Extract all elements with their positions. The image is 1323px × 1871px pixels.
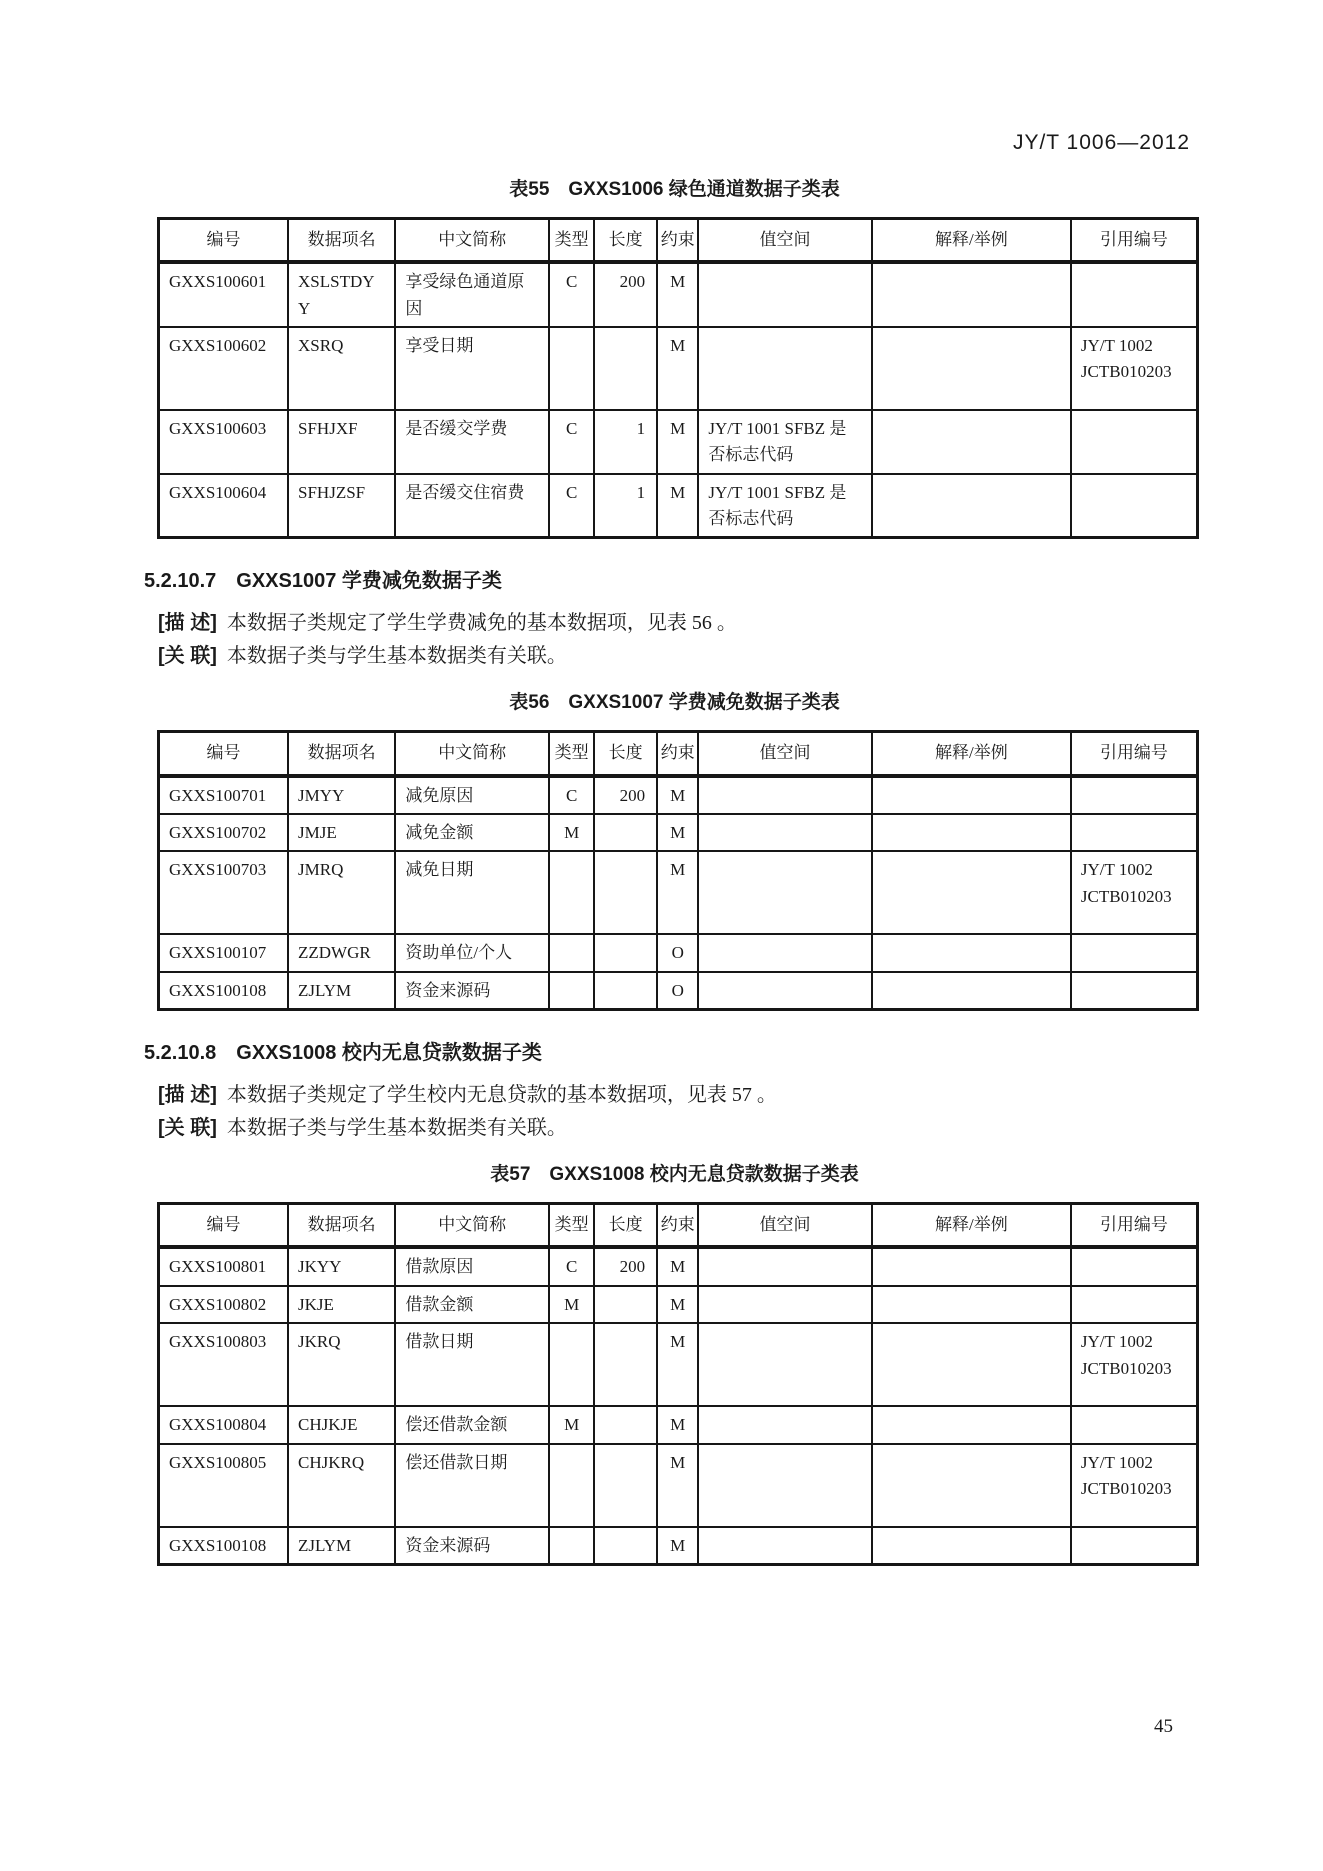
table-cell: JMRQ bbox=[288, 851, 395, 934]
table-cell: ZZDWGR bbox=[288, 934, 395, 971]
table-cell bbox=[872, 776, 1071, 814]
table-row bbox=[159, 410, 1198, 474]
table-cell bbox=[872, 1406, 1071, 1443]
table-cell: M bbox=[657, 1527, 698, 1565]
table-cell: GXXS100604 bbox=[159, 474, 289, 538]
description-text: 本数据子类规定了学生学费减免的基本数据项，见表 56 。 bbox=[226, 612, 737, 635]
table-cell bbox=[549, 1527, 594, 1565]
table-cell: GXXS100703 bbox=[159, 851, 289, 934]
table56 bbox=[157, 730, 1199, 1011]
table-cell bbox=[594, 1527, 657, 1565]
column-header: 编号 bbox=[159, 219, 289, 263]
table-cell: XSLSTDYY bbox=[288, 262, 395, 327]
table-header-row bbox=[159, 219, 1198, 263]
table-cell bbox=[698, 1444, 871, 1527]
table-cell: GXXS100804 bbox=[159, 1406, 289, 1443]
table-cell bbox=[872, 1286, 1071, 1323]
table-cell: GXXS100107 bbox=[159, 934, 289, 971]
page-number: 45 bbox=[1154, 1716, 1173, 1737]
table-cell bbox=[872, 262, 1071, 327]
table-row bbox=[159, 474, 1198, 538]
table-cell bbox=[698, 1286, 871, 1323]
table-cell: C bbox=[549, 410, 594, 474]
table-cell bbox=[1071, 1527, 1198, 1565]
table-cell bbox=[594, 814, 657, 851]
column-header: 值空间 bbox=[698, 732, 871, 776]
relation-label: [关 联] bbox=[158, 645, 217, 668]
relation-text: 本数据子类与学生基本数据类有关联。 bbox=[226, 645, 567, 668]
table-cell bbox=[594, 327, 657, 410]
table-header-row bbox=[159, 1204, 1198, 1248]
table-cell: ZJLYM bbox=[288, 972, 395, 1010]
table-cell: JMYY bbox=[288, 776, 395, 814]
column-header: 约束 bbox=[657, 219, 698, 263]
table-cell bbox=[594, 1406, 657, 1443]
column-header: 数据项名 bbox=[288, 732, 395, 776]
relation-paragraph bbox=[150, 643, 1199, 669]
table-row bbox=[159, 262, 1198, 327]
table-cell: 借款金额 bbox=[395, 1286, 549, 1323]
table-cell: C bbox=[549, 776, 594, 814]
table-cell bbox=[698, 1406, 871, 1443]
table-cell: M bbox=[657, 410, 698, 474]
table-cell bbox=[872, 814, 1071, 851]
table-cell: M bbox=[657, 1247, 698, 1285]
table-cell: 是否缓交学费 bbox=[395, 410, 549, 474]
table-row bbox=[159, 1406, 1198, 1443]
table-cell bbox=[698, 327, 871, 410]
table-cell bbox=[872, 1444, 1071, 1527]
table-cell bbox=[1071, 262, 1198, 327]
table-cell: 资金来源码 bbox=[395, 1527, 549, 1565]
table-cell bbox=[549, 851, 594, 934]
column-header: 值空间 bbox=[698, 1204, 871, 1248]
table-cell: 享受绿色通道原因 bbox=[395, 262, 549, 327]
column-header: 数据项名 bbox=[288, 219, 395, 263]
relation-paragraph bbox=[150, 1115, 1199, 1141]
column-header: 值空间 bbox=[698, 219, 871, 263]
description-label: [描 述] bbox=[158, 1084, 217, 1107]
table-row bbox=[159, 814, 1198, 851]
column-header: 类型 bbox=[549, 732, 594, 776]
column-header: 解释/举例 bbox=[872, 1204, 1071, 1248]
table-cell bbox=[698, 814, 871, 851]
table-cell: GXXS100801 bbox=[159, 1247, 289, 1285]
table-cell bbox=[698, 262, 871, 327]
description-label: [描 述] bbox=[158, 612, 217, 635]
table-cell: JY/T 1002 JCTB010203 bbox=[1071, 1323, 1198, 1406]
column-header: 长度 bbox=[594, 1204, 657, 1248]
table55 bbox=[157, 217, 1199, 539]
table-cell: C bbox=[549, 1247, 594, 1285]
column-header: 类型 bbox=[549, 1204, 594, 1248]
table-cell bbox=[549, 934, 594, 971]
table-cell bbox=[1071, 934, 1198, 971]
table-cell: JY/T 1001 SFBZ 是否标志代码 bbox=[698, 474, 871, 538]
table-cell bbox=[594, 1323, 657, 1406]
table-cell bbox=[872, 1527, 1071, 1565]
table-cell bbox=[698, 1527, 871, 1565]
column-header: 编号 bbox=[159, 1204, 289, 1248]
table-cell bbox=[1071, 474, 1198, 538]
table-cell: 200 bbox=[594, 776, 657, 814]
table-cell: JKRQ bbox=[288, 1323, 395, 1406]
table-cell: M bbox=[549, 814, 594, 851]
table-cell: CHJKJE bbox=[288, 1406, 395, 1443]
table-cell bbox=[1071, 814, 1198, 851]
table-cell: JY/T 1002 JCTB010203 bbox=[1071, 851, 1198, 934]
table-cell bbox=[1071, 1286, 1198, 1323]
table-cell bbox=[872, 851, 1071, 934]
table-cell: GXXS100108 bbox=[159, 1527, 289, 1565]
table-cell: 偿还借款金额 bbox=[395, 1406, 549, 1443]
table-row bbox=[159, 851, 1198, 934]
table-cell: JY/T 1002 JCTB010203 bbox=[1071, 1444, 1198, 1527]
column-header: 数据项名 bbox=[288, 1204, 395, 1248]
table-header-row bbox=[159, 732, 1198, 776]
table-cell: JKYY bbox=[288, 1247, 395, 1285]
description-paragraph bbox=[150, 610, 1199, 636]
table-cell: GXXS100108 bbox=[159, 972, 289, 1010]
table-cell: SFHJXF bbox=[288, 410, 395, 474]
table-cell: 200 bbox=[594, 1247, 657, 1285]
table-row bbox=[159, 1247, 1198, 1285]
section-heading-5-2-10-8: 5.2.10.8 GXXS1008 校内无息贷款数据子类 bbox=[144, 1042, 542, 1065]
description-text: 本数据子类规定了学生校内无息贷款的基本数据项，见表 57 。 bbox=[226, 1084, 777, 1107]
column-header: 引用编号 bbox=[1071, 1204, 1198, 1248]
table-cell bbox=[1071, 776, 1198, 814]
table-cell bbox=[872, 410, 1071, 474]
table-cell bbox=[594, 851, 657, 934]
table-cell: CHJKRQ bbox=[288, 1444, 395, 1527]
table-cell: M bbox=[657, 262, 698, 327]
table56-title: 表56 GXXS1007 学费减免数据子类表 bbox=[509, 692, 840, 714]
table-cell: JKJE bbox=[288, 1286, 395, 1323]
table-cell bbox=[594, 1286, 657, 1323]
description-paragraph bbox=[150, 1082, 1199, 1108]
column-header: 引用编号 bbox=[1071, 732, 1198, 776]
table-cell: GXXS100603 bbox=[159, 410, 289, 474]
table-cell: 借款原因 bbox=[395, 1247, 549, 1285]
table-row bbox=[159, 776, 1198, 814]
table-cell: 减免日期 bbox=[395, 851, 549, 934]
table-cell: 资金来源码 bbox=[395, 972, 549, 1010]
column-header: 约束 bbox=[657, 732, 698, 776]
table-cell: M bbox=[657, 1406, 698, 1443]
column-header: 中文简称 bbox=[395, 1204, 549, 1248]
table-row bbox=[159, 934, 1198, 971]
table-cell: M bbox=[657, 1286, 698, 1323]
table-cell bbox=[698, 1323, 871, 1406]
table-cell: GXXS100702 bbox=[159, 814, 289, 851]
table-cell: 享受日期 bbox=[395, 327, 549, 410]
table55-title: 表55 GXXS1006 绿色通道数据子类表 bbox=[509, 179, 840, 200]
table-row bbox=[159, 1323, 1198, 1406]
table-cell bbox=[549, 1323, 594, 1406]
doc-number: JY/T 1006—2012 bbox=[1012, 131, 1190, 154]
table-cell: JY/T 1001 SFBZ 是否标志代码 bbox=[698, 410, 871, 474]
table-cell: ZJLYM bbox=[288, 1527, 395, 1565]
table-cell bbox=[1071, 1406, 1198, 1443]
table-cell bbox=[594, 972, 657, 1010]
table-cell: 减免金额 bbox=[395, 814, 549, 851]
table-cell bbox=[698, 972, 871, 1010]
column-header: 编号 bbox=[159, 732, 289, 776]
table-cell: 是否缓交住宿费 bbox=[395, 474, 549, 538]
table-cell bbox=[698, 1247, 871, 1285]
table-cell: GXXS100602 bbox=[159, 327, 289, 410]
table-cell: M bbox=[657, 851, 698, 934]
table-cell: 偿还借款日期 bbox=[395, 1444, 549, 1527]
table-cell bbox=[549, 1444, 594, 1527]
table-cell: 1 bbox=[594, 474, 657, 538]
table57-title: 表57 GXXS1008 校内无息贷款数据子类表 bbox=[490, 1164, 859, 1186]
table-cell: SFHJZSF bbox=[288, 474, 395, 538]
table56-wrap bbox=[157, 730, 1199, 1011]
table-cell: M bbox=[657, 474, 698, 538]
table55-wrap bbox=[157, 217, 1199, 539]
column-header: 解释/举例 bbox=[872, 219, 1071, 263]
page-header bbox=[0, 0, 1323, 156]
table57 bbox=[157, 1202, 1199, 1566]
table-cell: M bbox=[657, 1444, 698, 1527]
table-cell: 借款日期 bbox=[395, 1323, 549, 1406]
table-cell: M bbox=[657, 1323, 698, 1406]
table-cell bbox=[698, 851, 871, 934]
table-cell: JY/T 1002 JCTB010203 bbox=[1071, 327, 1198, 410]
table-cell: M bbox=[657, 327, 698, 410]
table-cell bbox=[872, 934, 1071, 971]
table-cell bbox=[594, 934, 657, 971]
table-cell: C bbox=[549, 262, 594, 327]
column-header: 中文简称 bbox=[395, 219, 549, 263]
table-cell: 减免原因 bbox=[395, 776, 549, 814]
table-cell: C bbox=[549, 474, 594, 538]
table-cell bbox=[872, 1323, 1071, 1406]
table-cell: GXXS100601 bbox=[159, 262, 289, 327]
table-cell: O bbox=[657, 972, 698, 1010]
table-cell bbox=[698, 776, 871, 814]
page-content bbox=[144, 178, 1199, 1566]
column-header: 长度 bbox=[594, 219, 657, 263]
table-cell: XSRQ bbox=[288, 327, 395, 410]
table-row bbox=[159, 1527, 1198, 1565]
table-cell bbox=[1071, 1247, 1198, 1285]
table-cell bbox=[549, 327, 594, 410]
table-cell: M bbox=[657, 814, 698, 851]
column-header: 约束 bbox=[657, 1204, 698, 1248]
table-cell: O bbox=[657, 934, 698, 971]
table-cell: JMJE bbox=[288, 814, 395, 851]
table-row bbox=[159, 327, 1198, 410]
column-header: 中文简称 bbox=[395, 732, 549, 776]
table-cell: 资助单位/个人 bbox=[395, 934, 549, 971]
table-row bbox=[159, 972, 1198, 1010]
section-heading-5-2-10-7: 5.2.10.7 GXXS1007 学费减免数据子类 bbox=[144, 570, 502, 593]
column-header: 解释/举例 bbox=[872, 732, 1071, 776]
table-cell bbox=[549, 972, 594, 1010]
table-cell: GXXS100802 bbox=[159, 1286, 289, 1323]
column-header: 类型 bbox=[549, 219, 594, 263]
table-cell: 200 bbox=[594, 262, 657, 327]
relation-label: [关 联] bbox=[158, 1117, 217, 1140]
table-cell bbox=[1071, 410, 1198, 474]
table-cell: GXXS100805 bbox=[159, 1444, 289, 1527]
column-header: 引用编号 bbox=[1071, 219, 1198, 263]
table-cell: M bbox=[549, 1406, 594, 1443]
table57-wrap bbox=[157, 1202, 1199, 1566]
table-cell bbox=[872, 972, 1071, 1010]
table-cell bbox=[698, 934, 871, 971]
table-row bbox=[159, 1444, 1198, 1527]
table-cell: GXXS100803 bbox=[159, 1323, 289, 1406]
table-cell: M bbox=[549, 1286, 594, 1323]
table-cell bbox=[872, 327, 1071, 410]
table-cell: 1 bbox=[594, 410, 657, 474]
table-cell: M bbox=[657, 776, 698, 814]
column-header: 长度 bbox=[594, 732, 657, 776]
table-cell bbox=[594, 1444, 657, 1527]
table-cell bbox=[872, 474, 1071, 538]
relation-text: 本数据子类与学生基本数据类有关联。 bbox=[226, 1117, 567, 1140]
table-cell: GXXS100701 bbox=[159, 776, 289, 814]
table-row bbox=[159, 1286, 1198, 1323]
table-cell bbox=[1071, 972, 1198, 1010]
table-cell bbox=[872, 1247, 1071, 1285]
